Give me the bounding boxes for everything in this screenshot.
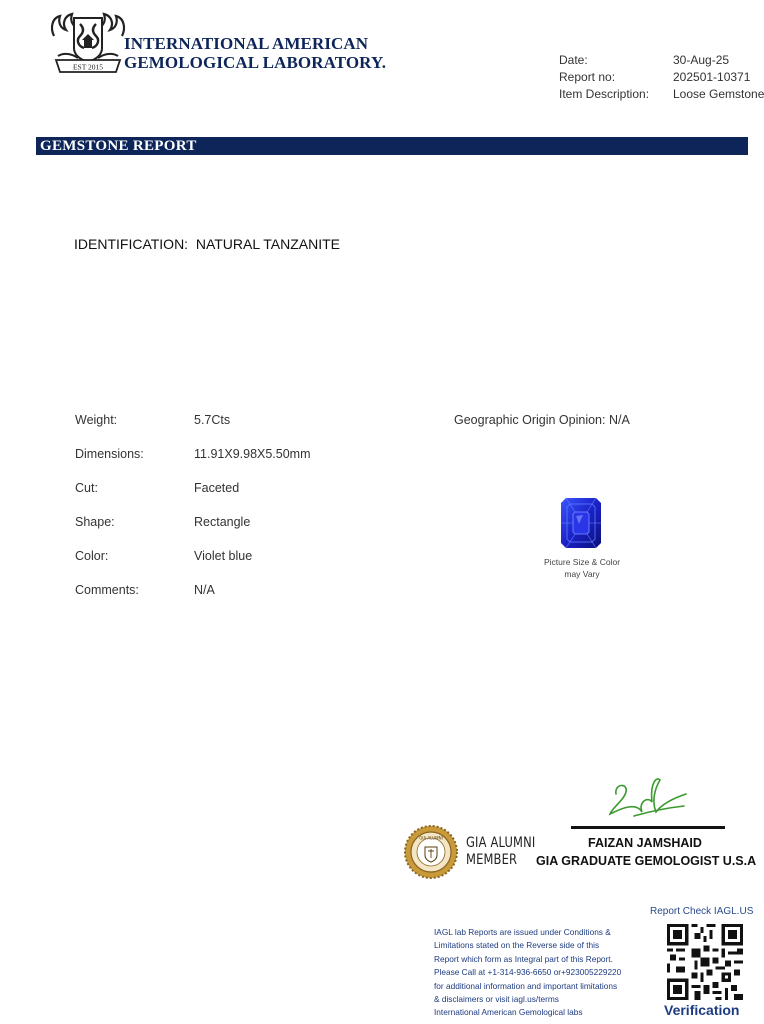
detail-label: Cut: — [75, 481, 98, 495]
org-name-line2: GEMOLOGICAL LABORATORY. — [124, 53, 387, 72]
organization-name — [124, 34, 386, 72]
item-description-label: Item Description: — [559, 87, 650, 101]
detail-value: 5.7Cts — [194, 413, 231, 427]
gemstone-image — [561, 498, 601, 548]
gia-line1: GIA ALUMNI — [466, 835, 536, 851]
signature-line — [571, 826, 725, 829]
detail-row-dimensions — [75, 447, 311, 481]
report-no-row — [559, 69, 764, 86]
conditions-line: for additional information and important limitations — [434, 980, 618, 991]
geographic-origin-opinion: Geographic Origin Opinion: N/A — [454, 413, 630, 427]
picture-disclaimer — [528, 556, 636, 580]
detail-value: N/A — [194, 583, 215, 597]
detail-label: Color: — [75, 549, 109, 563]
date-value: 30-Aug-25 — [673, 53, 730, 67]
date-row — [559, 52, 764, 69]
report-banner — [36, 137, 748, 155]
report-meta — [559, 52, 764, 103]
report-no-value: 202501-10371 — [673, 70, 751, 84]
iagl-logo — [48, 6, 128, 74]
detail-value: Violet blue — [194, 549, 253, 563]
detail-row-color — [75, 549, 311, 583]
detail-row-weight — [75, 413, 311, 447]
detail-value: Faceted — [194, 481, 240, 495]
logo-text: EST 2015 — [72, 62, 104, 72]
picture-note-line1: Picture Size & Color — [543, 557, 621, 567]
gia-line2: MEMBER — [466, 852, 518, 868]
signature — [604, 772, 694, 822]
report-no-label: Report no: — [559, 70, 616, 84]
detail-label: Weight: — [75, 413, 118, 427]
signer-title: GIA GRADUATE GEMOLOGIST U.S.A — [536, 854, 757, 868]
detail-row-shape — [75, 515, 311, 549]
conditions-line: Limitations stated on the Reverse side of this — [434, 940, 600, 951]
detail-label: Shape: — [75, 515, 115, 529]
detail-label: Dimensions: — [75, 447, 144, 461]
org-name-line1: INTERNATIONAL AMERICAN — [124, 34, 369, 53]
picture-note-line2: may Vary — [564, 569, 600, 579]
seal-text: GIA ALUMNI — [419, 835, 443, 841]
conditions-line: Please Call at +1-314-936-6650 or+923005229220 — [434, 967, 622, 978]
detail-label: Comments: — [75, 583, 139, 597]
identification: IDENTIFICATION: NATURAL TANZANITE — [74, 236, 341, 252]
gia-alumni-seal — [404, 825, 458, 879]
item-description-row — [559, 86, 764, 103]
verification-qr-code[interactable] — [667, 924, 743, 1000]
conditions-line: International American Gemological labs — [434, 1007, 583, 1018]
detail-row-comments — [75, 583, 311, 617]
signer-name: FAIZAN JAMSHAID — [588, 836, 702, 850]
detail-value: Rectangle — [194, 515, 251, 529]
detail-value: 11.91X9.98X5.50mm — [194, 447, 311, 461]
conditions-line: Report which form as Integral part of this Report. — [434, 953, 613, 964]
conditions-line: & disclaimers or visit iagl.us/terms — [434, 994, 559, 1005]
date-label: Date: — [559, 53, 588, 67]
detail-row-cut — [75, 481, 311, 515]
report-check-link[interactable]: Report Check IAGL.US — [650, 906, 754, 917]
conditions-text — [434, 926, 652, 1020]
gem-details — [75, 413, 311, 617]
gia-alumni-text — [466, 835, 535, 869]
conditions-line: IAGL lab Reports are issued under Conditions & — [434, 927, 611, 937]
item-description-value: Loose Gemstone — [673, 87, 764, 101]
banner-title: GEMSTONE REPORT — [40, 138, 197, 154]
verification-label: Verification — [664, 1002, 740, 1018]
